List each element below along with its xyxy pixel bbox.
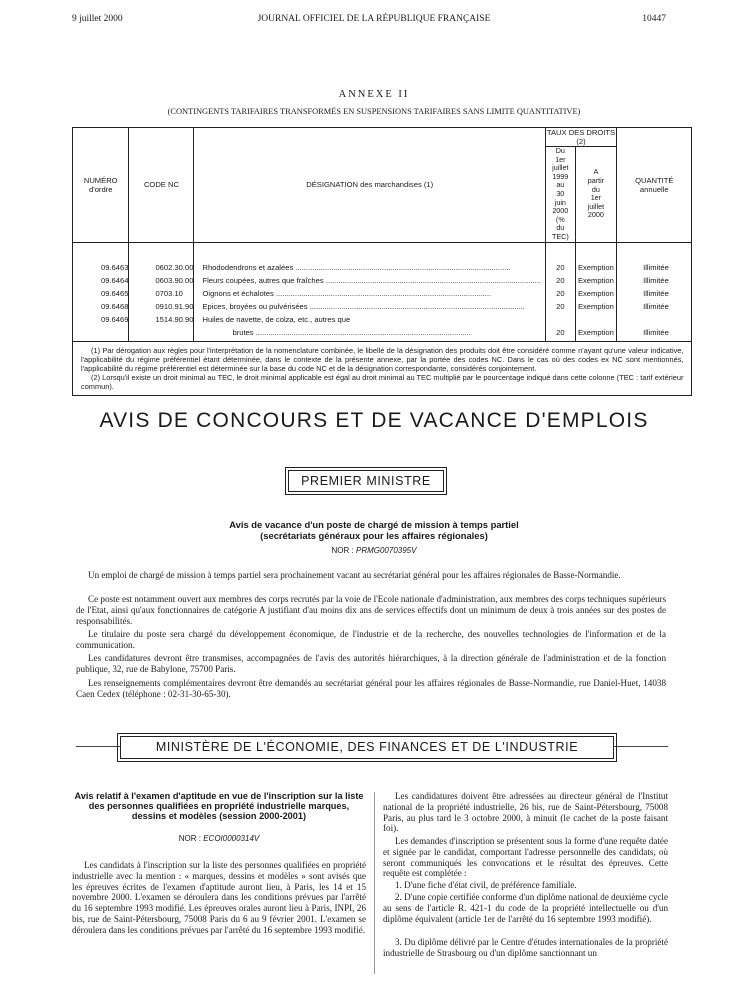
note-1: (1) Par dérogation aux règles pour l'interprétation de la nomenclature combinée, le libellé de la désignation des produits doit être considéré comme n'ayant qu'une valeur indicative, l'applicabilité du régime préférentiel étant déterminée, dans le contexte de la présente annexe, par la portée des codes NC. Dans le cas où des codes ex NC sont mentionnés, l'applicabilité du régime préférentiel est déterminée sur la base du code NC et de la désignation correspondante, considérés conjointement. [81,345,684,373]
note-2: (2) Lorsqu'il existe un droit minimal au TEC, le droit minimal applicable est égal au droit minimal au TEC multiplié par le pourcentage indiqué dans cette colonne (TEC : tarif extérieur commun). [81,373,684,392]
premier-ministre-box: PREMIER MINISTRE [288,470,444,492]
header-quantite: QUANTITÉ annuelle [617,128,692,243]
paragraph: 3. Du diplôme délivré par le Centre d'études internationales de la propriété industrielle de Strasbourg ou d'un diplôme sanctionnant un [383,937,668,958]
article-title-1: Avis de vacance d'un poste de chargé de mission à temps partiel [229,519,519,530]
section-title: AVIS DE CONCOURS ET DE VACANCE D'EMPLOIS [99,409,649,432]
paragraph: Le titulaire du poste sera chargé du développement économique, de l'industrie et de la recherche, des nouvelles technologies de l'information et de la communication. [76,629,666,651]
journal-title: JOURNAL OFFICIEL DE LA RÉPUBLIQUE FRANÇAISE [257,14,491,24]
code-column: 0602.30.00 0603.90.00 0703.10 0910.91.90 1514.90.90 [129,242,194,341]
annexe-title: ANNEXE II [338,89,410,100]
quantite-column: Illimitée Illimitée Illimitée Illimitée Illimitée [617,242,692,341]
nor-reference-2: NOR : ECOI0000314V [178,834,260,843]
designation-column: Rhododendrons et azalées ..... Fleurs coupées, autres que fraîches ..... Oignons et échalotes ..... Epices, broyées ou pulvérisées ..... Huiles de navette, de colza, etc., autres que brutes ..... [194,242,545,341]
paragraph: 2. D'une copie certifiée conforme d'un diplôme national de deuxième cycle au sens de l'article R. 421-1 du code de la propriété intellectuelle ou d'un diplôme équivalent (article 1er de l'arrêté du 16 septembre 1993 modifié). [383,892,668,924]
header-numero: NUMÉRO d'ordre [73,128,129,243]
header-taux: TAUX DES DROITS (2) [546,128,616,146]
paragraph: Les renseignements complémentaires devront être demandés au secrétariat général pour les affaires régionales de Basse-Normandie, rue Daniel-Huet, 14038 Caen Cedex (téléphone : 02-31-30-65-30). [76,678,666,700]
ministere-box: MINISTÈRE DE L'ÉCONOMIE, DES FINANCES ET DE L'INDUSTRIE [120,736,614,759]
header-designation: DÉSIGNATION des marchandises (1) [194,128,545,243]
numero-column: 09.6463 09.6464 09.6465 09.6468 09.6469 [73,242,129,341]
table-notes-row [73,341,692,395]
taux-1999-column: 20 20 20 20 20 [545,242,575,341]
page-number: 10447 [642,14,666,24]
paragraph: Les candidatures devront être transmises, accompagnées de l'avis des autorités hiérarchiques, à la direction générale de l'administration et de la fonction publique, 32, rue de Babylone, 75700 Paris. [76,653,666,675]
tariff-table [72,127,692,396]
paragraph: Les demandes d'inscription se présentent sous la forme d'une requête datée et signée par le candidat, comportant l'adresse personnelle des candidats, où seront communiqués les convocations et le résultat des épreuves. Cette requête est complétée : [383,836,668,879]
paragraph: Les candidatures doivent être adressées au directeur général de l'Institut national de la propriété industrielle, 26 bis, rue de Saint-Pétersbourg, 75008 Paris, au plus tard le 3 octobre 2000, à minuit (le cachet de la poste faisant foi). [383,791,668,834]
header-taux-1999: Du 1er juillet 1999 au 30 juin 2000 (% du TEC) [545,147,575,243]
table-notes [73,341,692,395]
header-taux-2000: A partir du 1er juillet 2000 [575,147,616,243]
article-title-2: Avis relatif à l'examen d'aptitude en vue de l'inscription sur la liste des personnes qualifiées en propriété industrielle marques, dessins et modèles (session 2000-2001) [74,791,364,821]
header-code-nc: CODE NC [129,128,194,243]
paragraph: Les candidats à l'inscription sur la liste des personnes qualifiées en propriété industrielle avec la mention : « marques, dessins et modèles » sont avisés que les épreuves écrites de l'examen d'aptitude auront lieu, à Paris, les 14 et 15 novembre 2000. L'examen se déroulera dans les conditions prévues par l'arrêté du 16 septembre 1993 modifié. Les épreuves orales auront lieu à Paris, INPI, 26 bis, rue de Saint-Pétersbourg, 75008 Paris du 6 au 9 février 2001. L'examen se déroulera dans les conditions prévues par l'arrêté du 16 septembre 1993 modifié. [72,860,366,935]
article-subtitle-1: (secrétariats généraux pour les affaires régionales) [260,530,488,541]
table-body-row [73,242,692,341]
column-divider [374,792,375,974]
nor-reference-1: NOR : PRMG0070395V [331,546,417,555]
annexe-subtitle: (CONTINGENTS TARIFAIRES TRANSFORMÉS EN SUSPENSIONS TARIFAIRES SANS LIMITE QUANTITATIVE) [167,107,581,116]
paragraph: 1. D'une fiche d'état civil, de préférence familiale. [395,880,577,890]
paragraph: Ce poste est notamment ouvert aux membres des corps recrutés par la voie de l'Ecole nationale d'administration, aux membres des corps techniques supérieurs de l'Etat, ainsi qu'aux fonctionnaires de catégorie A justifiant d'au moins dix ans de services effectifs dont un minimum de deux à trois années sur des postes de responsabilités. [76,594,666,627]
paragraph: Un emploi de chargé de mission à temps partiel sera prochainement vacant au secrétariat général pour les affaires régionales de Basse-Normandie. [88,570,621,580]
taux-2000-column: Exemption Exemption Exemption Exemption Exemption [575,242,616,341]
header-date: 9 juillet 2000 [72,14,123,24]
